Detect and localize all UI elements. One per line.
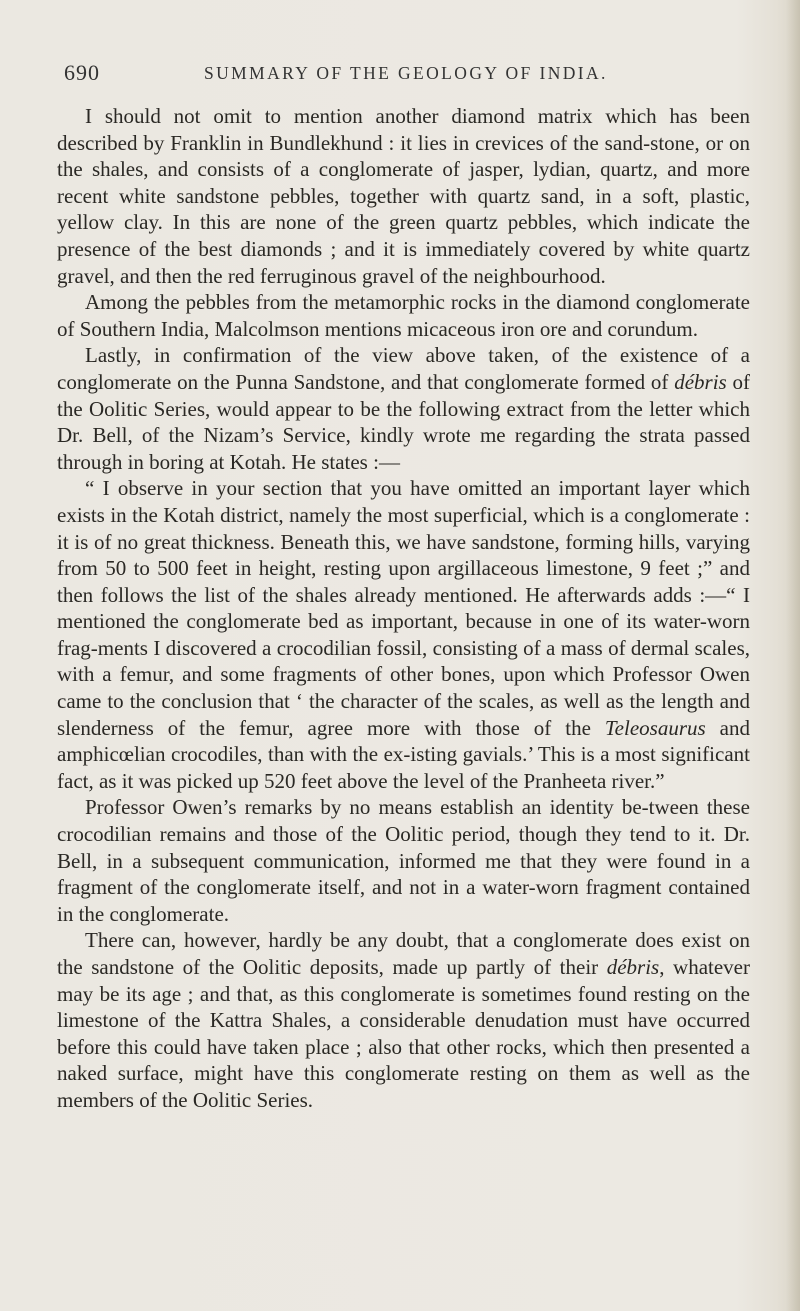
paragraph [57,289,750,342]
paragraph [57,475,750,794]
paragraph-text: Lastly, in confirmation of the view above taken, of the existence of a conglomerate on the Punna Sandstone, and that conglomerate formed of [57,343,750,394]
running-head: SUMMARY OF THE GEOLOGY OF INDIA. [204,63,608,83]
paragraph-text: Professor Owen’s remarks by no means establish an identity be-tween these crocodilian remains and those of the Oolitic period, though they tend to it. Dr. Bell, in a subsequent communication, informed me that they were found in a fragment of the conglomerate itself, and not in a water-worn fragment contained in the conglomerate. [57,795,750,926]
italic-term: débris [606,955,660,979]
italic-term: Teleosaurus [604,715,706,740]
paragraph-text: , whatever may be its age ; and that, as this conglomerate is sometimes found resting on the limestone of the Kattra Shales, a considerable denudation must have occurred before this could have taken place ; also that other rocks, which then presented a naked surface, might have this conglomerate resting on them as well as the members of the Oolitic Series. [57,955,750,1112]
paragraph [57,103,750,289]
paragraph [57,794,750,927]
paragraph-text: There can, however, hardly be any doubt, that a conglomerate does exist on the sandstone of the Oolitic deposits, made up partly of their [57,928,750,979]
page-number: 690 [64,60,100,85]
body-text [57,103,750,1114]
italic-term: débris [674,369,727,394]
page-header [64,60,744,90]
paragraph-text: and amphicœlian crocodiles, than with the ex-isting gavials.’ This is a most significant fact, as it was picked up 520 feet above the level of the Pranheeta river.” [57,715,750,793]
paragraph-text: “ I observe in your section that you have omitted an important layer which exists in the Kotah district, namely the most superficial, which is a conglomerate : it is of no great thickness. Beneath this, we have sandstone, forming hills, varying from 50 to 500 feet in height, resting upon argillaceous limestone, 9 feet ;” and then follows the list of the shales already mentioned. He afterwards adds :—“ I mentioned the conglomerate bed as important, because in one of its water-worn frag-ments I discovered a crocodilian fossil, consisting of a mass of dermal scales, with a femur, and some fragments of other bones, upon which Professor Owen came to the conclusion that ‘ the character of the scales, as well as the length and slenderness of the femur, agree more with those of the [57,476,750,740]
paragraph [57,927,750,1113]
paragraph-text: of the Oolitic Series, would appear to be the following extract from the letter which Dr. Bell, of the Nizam’s Service, kindly wrote me regarding the strata passed through in boring at Kotah. He states :— [57,369,750,474]
paragraph-text: I should not omit to mention another diamond matrix which has been described by Franklin in Bundlekhund : it lies in crevices of the sand-stone, or on the shales, and consists of a conglomerate of jasper, lydian, quartz, and more recent white sandstone pebbles, together with quartz sand, in a soft, plastic, yellow clay. In this are none of the green quartz pebbles, which indicate the presence of the best diamonds ; and it is immediately covered by white quartz gravel, and then the red ferruginous gravel of the neighbourhood. [57,104,750,288]
paragraph-text: Among the pebbles from the metamorphic rocks in the diamond conglomerate of Southern India, Malcolmson mentions micaceous iron ore and corundum. [57,290,750,341]
paragraph [57,342,750,475]
page-edge-shadow [786,0,800,1311]
